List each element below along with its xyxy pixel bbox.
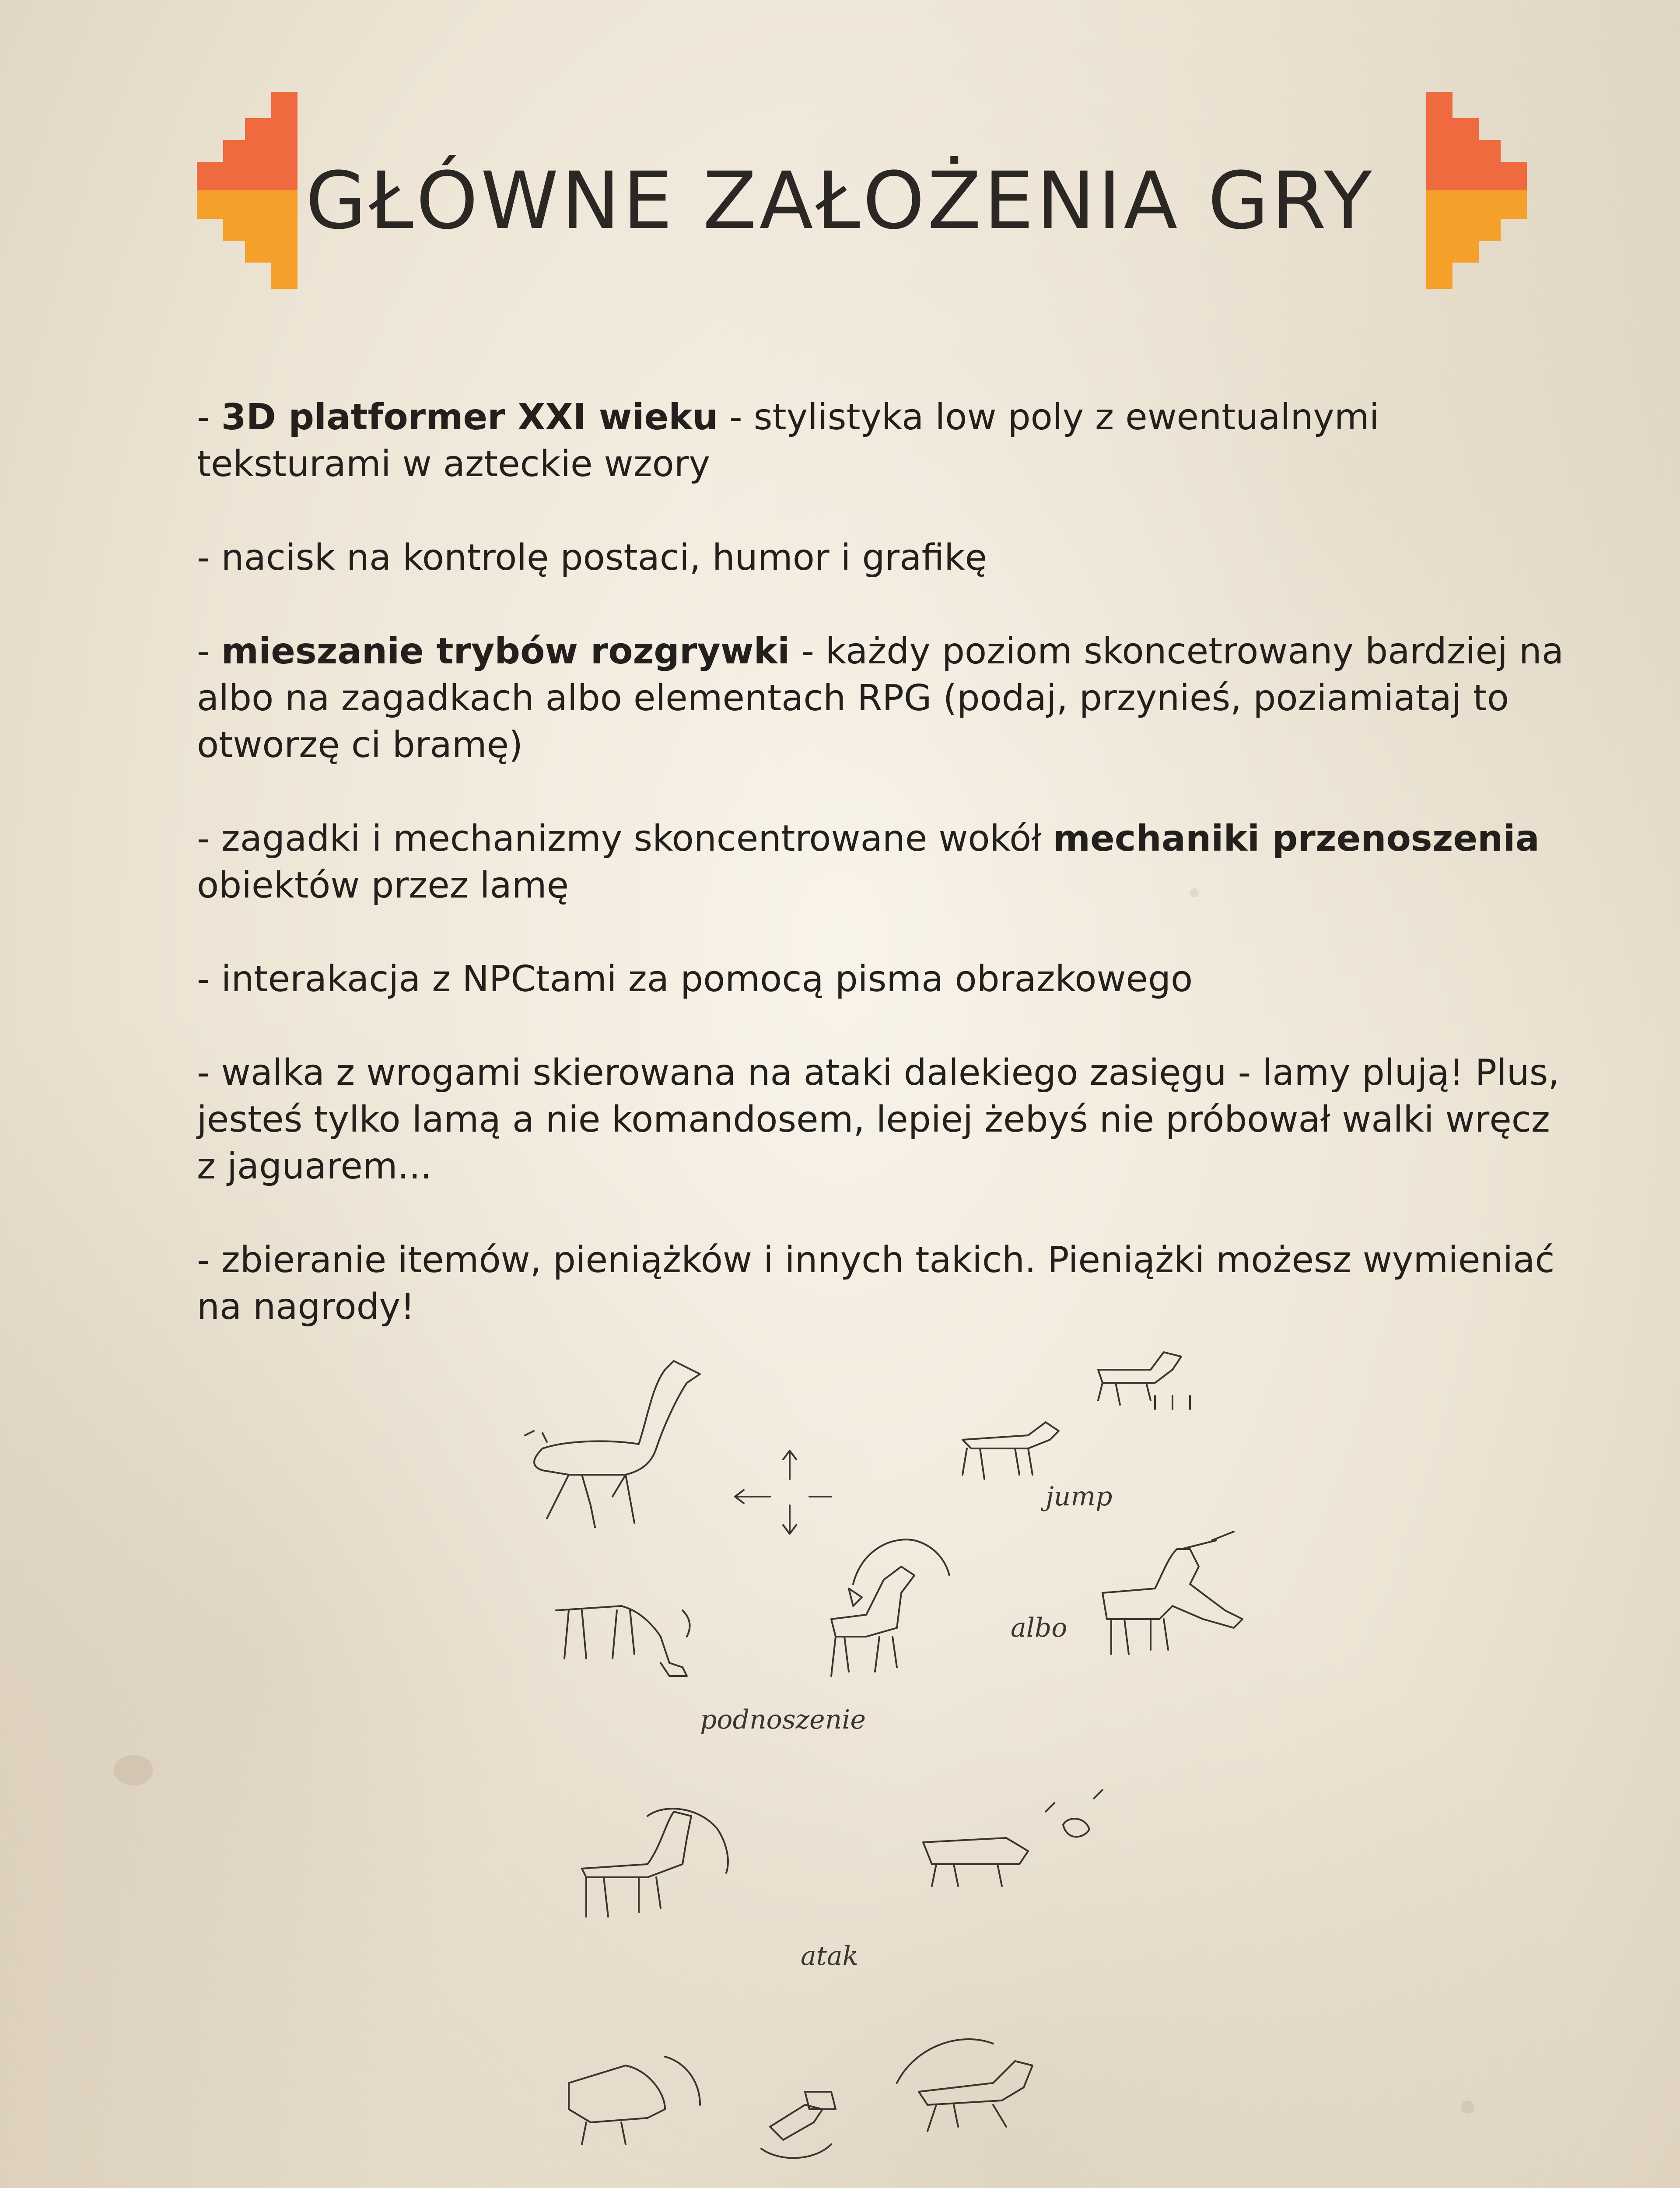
list-item [197, 394, 1575, 487]
item-prefix: - [197, 396, 221, 438]
list-item [197, 1237, 1575, 1330]
item-prefix: - [197, 1052, 221, 1094]
sketch-attack-right [801, 1790, 1102, 1971]
item-text: obiektów przez lamę [197, 865, 569, 906]
llama-sketches [481, 1322, 1269, 2188]
item-prefix: - [197, 631, 221, 672]
item-text: interakacja z NPCtami za pomocą pisma obrazkowego [221, 958, 1193, 1000]
sketch-label-albo: albo [1011, 1613, 1068, 1643]
paper-stain [1461, 2100, 1474, 2114]
list-item [197, 1049, 1575, 1190]
paper-stain [114, 1755, 153, 1785]
list-item [197, 815, 1575, 909]
sketch-walking-llama [525, 1361, 700, 1527]
sketch-picking-up [556, 1606, 866, 1735]
sketch-label-podnoszenie: podnoszenie [700, 1704, 866, 1735]
sketch-carrying [831, 1539, 949, 1676]
item-prefix: - zagadki i mechanizmy skoncentrowane wokół [197, 818, 1053, 859]
sketch-rolling [569, 2039, 1032, 2188]
item-text: zbieranie itemów, pieniążków i innych takich. Pieniążki możesz wymieniać na nagrody! [197, 1239, 1555, 1328]
list-item [197, 628, 1575, 768]
item-prefix: - [197, 537, 221, 579]
sketch-attack-left [582, 1809, 728, 1917]
page-title: GŁÓWNE ZAŁOŻENIA GRY [305, 155, 1375, 247]
feature-list [197, 394, 1575, 1377]
item-text: nacisk na kontrolę postaci, humor i grafikę [221, 537, 987, 579]
sketch-jump-llamas [962, 1352, 1190, 1512]
sketch-albo-llama [1011, 1532, 1242, 1654]
item-text: - stylistyka low poly z ewentualnymi teksturami w azteckie wzory [197, 396, 1379, 485]
sketch-direction-arrows [735, 1451, 831, 1534]
sketch-label-atak: atak [801, 1941, 859, 1971]
item-text: walka z wrogami skierowana na ataki dalekiego zasięgu - lamy plują! Plus, jesteś tylko lamą a nie komandosem, lepiej żebyś nie próbował walki wręcz z jaguarem... [197, 1052, 1560, 1187]
list-item [197, 534, 1575, 581]
item-bold-text: mieszanie trybów rozgrywki [221, 631, 790, 672]
list-item [197, 956, 1575, 1003]
item-prefix: - [197, 1239, 221, 1281]
item-prefix: - [197, 958, 221, 1000]
item-text: - każdy poziom skoncetrowany bardziej na albo na zagadkach albo elementach RPG (podaj, przynieś, poziamiataj to otworzę ci bramę) [197, 631, 1564, 766]
item-bold-text: 3D platformer XXI wieku [221, 396, 718, 438]
item-bold-text: mechaniki przenoszenia [1053, 818, 1540, 859]
sketch-label-jump: jump [1046, 1481, 1113, 1512]
